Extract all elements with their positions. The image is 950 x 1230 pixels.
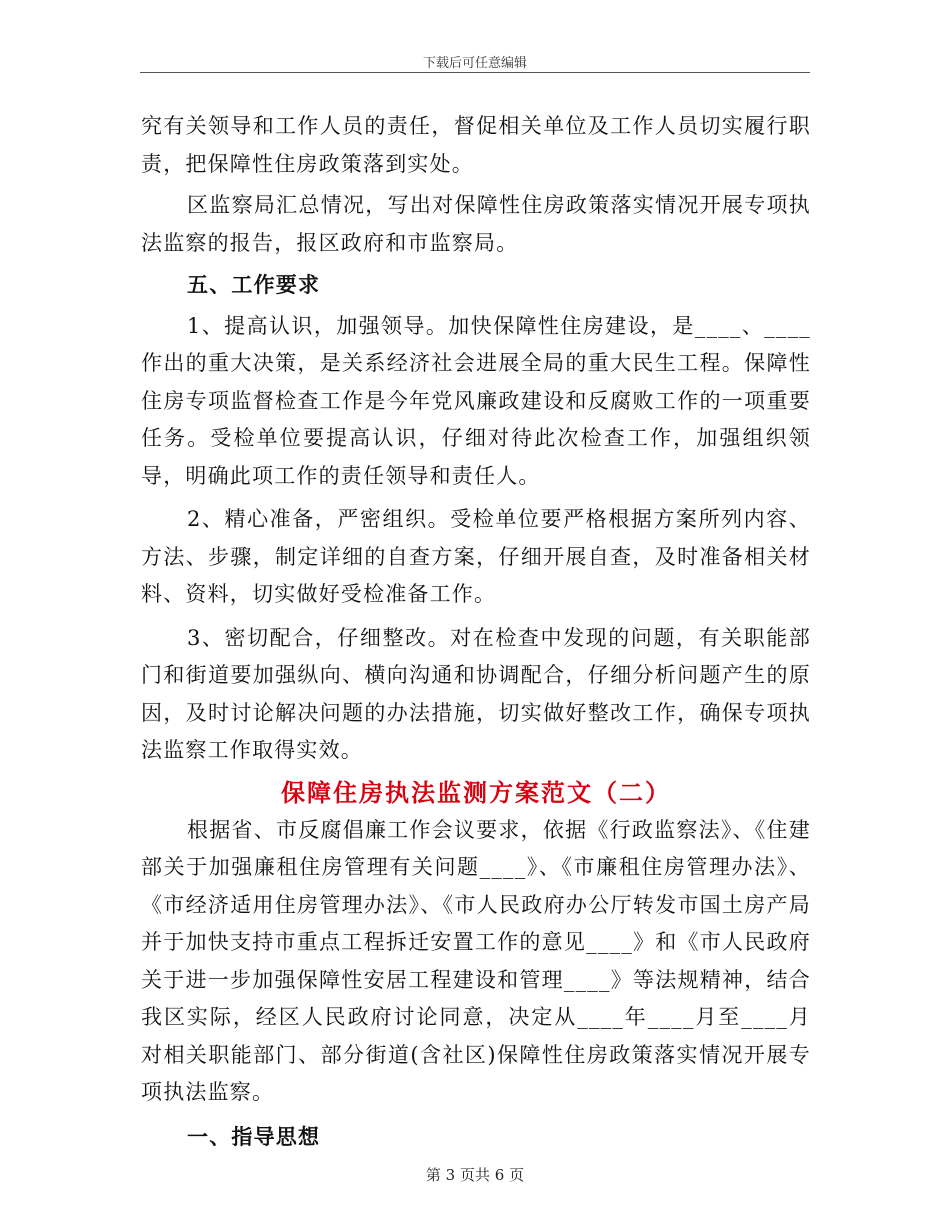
heading-guiding-ideology: 一、指导思想: [187, 1123, 321, 1149]
page-header: 下载后可任意编辑: [422, 56, 527, 71]
page-footer: 第 3 页共 6 页: [425, 1166, 525, 1184]
document-body: [141, 108, 811, 1155]
paragraph-requirement-3: 3、密切配合，仔细整改。对在检查中发现的问题，有关职能部门和街道要加强纵向、横向沟通和协调配合，仔细分析问题产生的原因，及时讨论解决问题的办法措施，切实做好整改工作，确保专项执法监察工作取得实效。: [141, 625, 811, 762]
heading-work-requirements: 五、工作要求: [187, 272, 321, 297]
paragraph-requirement-1: 1、提高认识，加强领导。加快保障性住房建设，是____、____作出的重大决策，是关系经济社会进展全局的重大民生工程。保障性住房专项监督检查工作是今年党风廉政建设和反腐败工作的一项重要任务。受检单位要提高认识，仔细对待此次检查工作，加强组织领导，明确此项工作的责任领导和责任人。: [141, 313, 811, 488]
section-title: 保障住房执法监测方案范文（二）: [281, 777, 671, 807]
paragraph-requirement-2: 2、精心准备，严密组织。受检单位要严格根据方案所列内容、方法、步骤，制定详细的自查方案，仔细开展自查，及时准备相关材料、资料，切实做好受检准备工作。: [141, 507, 811, 606]
paragraph-summary: 区监察局汇总情况，写出对保障性住房政策落实情况开展专项执法监察的报告，报区政府和市监察局。: [141, 193, 811, 255]
header-divider: [140, 72, 810, 73]
paragraph-basis: 根据省、市反腐倡廉工作会议要求，依据《行政监察法》、《住建部关于加强廉租住房管理有关问题____》、《市廉租住房管理办法》、《市经济适用住房管理办法》、《市人民政府办公厅转发市国土房产局并于加快支持市重点工程拆迁安置工作的意见____》和《市人民政府关于进一步加强保障性安居工程建设和管理____》等法规精神，结合我区实际，经区人民政府讨论同意，决定从____年____月至____月对相关职能部门、部分街道(含社区)保障性住房政策落实情况开展专项执法监察。: [141, 817, 811, 1104]
paragraph-continuation: 究有关领导和工作人员的责任，督促相关单位及工作人员切实履行职责，把保障性住房政策落到实处。: [141, 114, 811, 176]
